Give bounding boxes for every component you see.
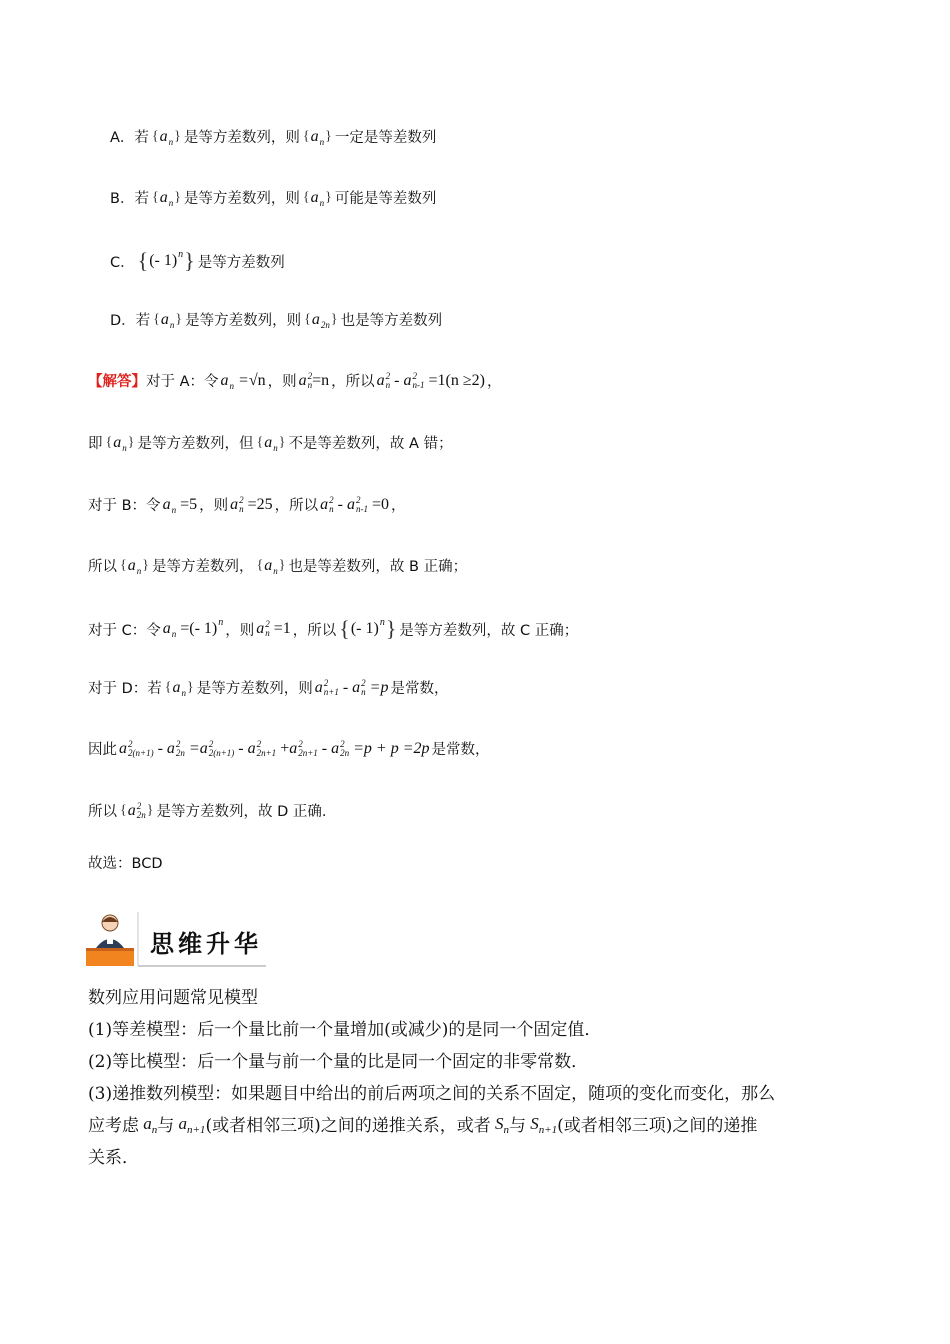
solution-a-line2 xyxy=(88,432,453,453)
solution-c-end: 是等方差数列，故 C 正确； xyxy=(399,622,579,639)
formula-an2-1: a 2 n =1 xyxy=(256,619,291,638)
solution-d2-end: 是常数， xyxy=(431,742,490,758)
seq-an: { a n } xyxy=(256,556,286,576)
solution-a-so: ，所以 xyxy=(331,374,375,390)
solution-c-then: ，则 xyxy=(225,622,255,639)
solution-b-end: ， xyxy=(390,498,406,514)
formula-diff-0: a 2 n - a 2 n-1 =0 xyxy=(320,494,389,514)
seq-an: { a n } xyxy=(151,127,181,147)
seq-a2n-squared: { a 2 2n } xyxy=(120,800,154,820)
solution-c-line xyxy=(88,616,578,642)
formula-diff-1: a 2 n - a 2 n-1 =1 (n ≥2) xyxy=(376,370,485,390)
section-heading: 数列应用问题常见模型 xyxy=(88,988,258,1008)
formula-diff-p: a 2 n+1 - a 2 n =p xyxy=(314,677,389,697)
solution-d3-so: 所以 xyxy=(88,804,117,820)
solution-a-then: ，则 xyxy=(267,374,297,390)
term-an-plus-1: $a_{n+1}$ xyxy=(178,1113,206,1136)
solution-b-line2 xyxy=(88,555,467,576)
option-d xyxy=(110,309,442,330)
option-c-text1: 是等方差数列 xyxy=(197,254,285,271)
seq-neg1-pow-n: { (- 1) n } xyxy=(339,616,397,641)
option-d-text1: 是等方差数列，则 xyxy=(185,313,302,329)
formula-an-neg1: a n =(- 1) n xyxy=(162,616,224,639)
solution-a-end: ， xyxy=(486,374,502,390)
solution-d3-end: 是等方差数列，故 D 正确. xyxy=(156,804,327,820)
solution-b-so: ，所以 xyxy=(274,498,319,514)
seq-a2n: { a 2n } xyxy=(304,310,338,330)
solution-d-line3 xyxy=(88,800,326,821)
option-a-label: A． xyxy=(110,130,135,146)
seq-an: { a n } xyxy=(164,678,194,698)
option-a xyxy=(110,126,436,147)
option-b-label: B． xyxy=(110,191,135,207)
section-p3-line1: (3)递推数列模型：如果题目中给出的前后两项之间的关系不固定，随项的变化而变化，那么 xyxy=(88,1084,776,1104)
option-b xyxy=(110,187,436,208)
seq-an: { a n } xyxy=(153,310,183,330)
formula-an-sqrt: a n = √n xyxy=(220,371,266,391)
solution-d-end: 是常数， xyxy=(390,681,449,697)
option-a-text1: 是等方差数列，则 xyxy=(183,130,300,146)
formula-an-5: a n =5 xyxy=(162,495,198,515)
option-c-label: C． xyxy=(110,254,135,271)
term-sn-plus-1: $S_{n+1}$ xyxy=(530,1113,558,1136)
solution-d2-yin: 因此 xyxy=(88,742,117,758)
section-p2: (2)等比模型：后一个量与前一个量的比是同一个固定的非零常数． xyxy=(88,1052,589,1072)
solution-d-intro: 对于 D：若 xyxy=(88,681,162,697)
solution-ji: 即 xyxy=(88,436,103,452)
option-a-text2: 一定是等差数列 xyxy=(334,130,437,146)
solution-d-line xyxy=(88,677,448,698)
seq-an: { a n } xyxy=(256,433,286,453)
solution-d-then: 是等方差数列，则 xyxy=(196,681,313,697)
seq-an: { a n } xyxy=(105,433,135,453)
answer-line xyxy=(88,852,162,873)
option-d-text2: 也是等方差数列 xyxy=(340,313,443,329)
option-b-ruo: 若 xyxy=(134,191,149,207)
solution-c-intro: 对于 C：令 xyxy=(88,622,161,639)
solution-b-then: ，则 xyxy=(199,498,229,514)
answer-text: 故选：BCD xyxy=(88,856,163,872)
solution-a-line xyxy=(88,370,501,391)
p3-c: (或者相邻三项)之间的递推关系，或者 xyxy=(205,1116,491,1136)
solution-b2-text2: 也是等差数列，故 B 正确； xyxy=(288,559,468,575)
seq-an: { a n } xyxy=(302,188,332,208)
term-an: $a_n$ xyxy=(143,1113,158,1136)
solution-a-intro: 对于 A：令 xyxy=(146,374,219,390)
section-p1: (1)等差模型：后一个量比前一个量增加(或减少)的是同一个固定值． xyxy=(88,1020,602,1040)
p3-d: 与 xyxy=(508,1116,526,1136)
option-b-text1: 是等方差数列，则 xyxy=(183,191,300,207)
solution-c-so: ，所以 xyxy=(292,622,337,639)
seq-an: { a n } xyxy=(120,556,149,576)
solution-l2-text1: 是等方差数列，但 xyxy=(137,436,254,452)
solution-b2-text1: 是等方差数列， xyxy=(151,559,254,575)
formula-telescoping: a 2 2(n+1) - a 2 2n = a 2 2(n+1) - a 2 2n+1 + a 2 2n+1 - a 2 2n =p + p =2p xyxy=(119,738,430,758)
section-p3-line3: 关系． xyxy=(88,1148,139,1168)
section-title: 思维升华 xyxy=(150,929,262,958)
p3-a: 应考虑 xyxy=(88,1116,139,1136)
seq-an: { a n } xyxy=(302,127,332,147)
solution-b-intro: 对于 B：令 xyxy=(88,498,161,514)
option-d-label: D． xyxy=(110,313,136,329)
formula-an2-25: a 2 n =25 xyxy=(230,494,273,514)
term-sn: $S_n$ xyxy=(494,1113,509,1136)
seq-an: { a n } xyxy=(151,188,181,208)
seq-neg1-pow-n: { (- 1) n } xyxy=(137,248,195,273)
option-b-text2: 可能是等差数列 xyxy=(334,191,437,207)
solution-b2-so: 所以 xyxy=(88,559,117,575)
formula-an2-n: a 2 n =n xyxy=(298,370,330,390)
solution-d-line2 xyxy=(88,738,490,759)
p3-e: (或者相邻三项)之间的递推 xyxy=(557,1116,758,1136)
solution-l2-text2: 不是等差数列，故 A 错； xyxy=(288,436,453,452)
solution-b-line xyxy=(88,494,405,515)
option-d-ruo: 若 xyxy=(135,313,151,329)
option-a-ruo: 若 xyxy=(134,130,149,146)
solution-tag: 【解答】 xyxy=(88,374,146,390)
option-c xyxy=(110,248,285,274)
p3-b: 与 xyxy=(157,1116,175,1136)
section-p3-line2 xyxy=(88,1111,757,1136)
